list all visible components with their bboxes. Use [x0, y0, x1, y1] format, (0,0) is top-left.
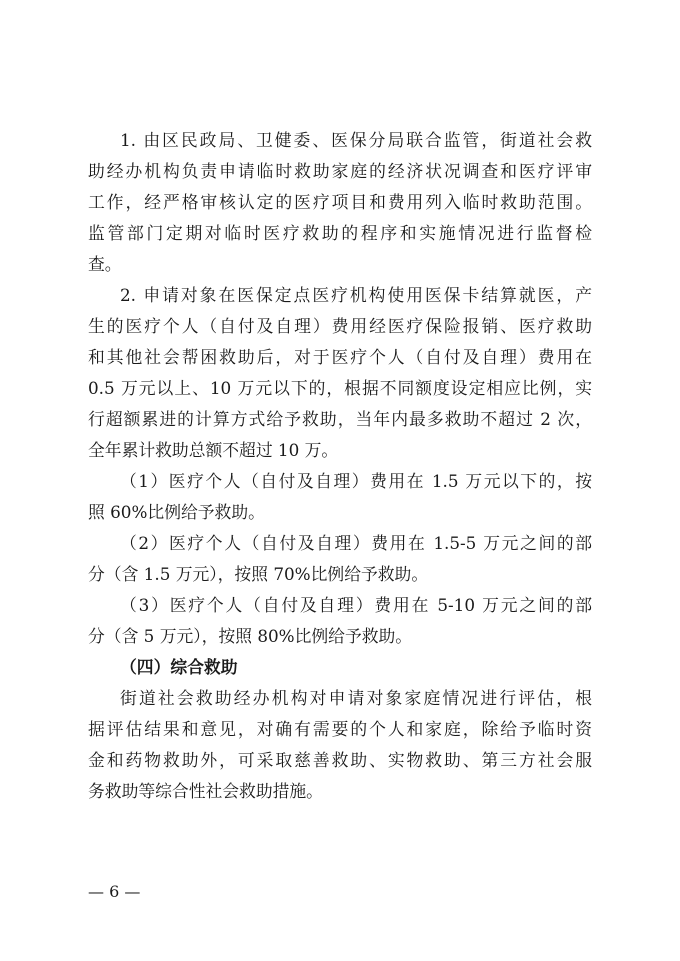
paragraph-2-line: 行超额累进的计算方式给予救助，当年内最多救助不超过 2 次，: [88, 409, 592, 429]
paragraph-1-line: 1. 由区民政局、卫健委、医保分局联合监管，街道社会救: [120, 130, 592, 150]
section-heading: （四）综合救助: [120, 657, 238, 677]
paragraph-2-line: 生的医疗个人（自付及自理）费用经医疗保险报销、医疗救助: [88, 316, 592, 336]
item-1-line: 照 60%比例给予救助。: [88, 502, 265, 522]
paragraph-1-line: 查。: [88, 254, 122, 274]
paragraph-1-line: 助经办机构负责申请临时救助家庭的经济状况调查和医疗评审: [88, 161, 592, 181]
paragraph-3-line: 街道社会救助经办机构对申请对象家庭情况进行评估，根: [120, 688, 592, 708]
item-3-line: 分（含 5 万元），按照 80%比例给予救助。: [88, 626, 413, 646]
item-3-line: （3）医疗个人（自付及自理）费用在 5-10 万元之间的部: [120, 595, 592, 615]
paragraph-1-line: 监管部门定期对临时医疗救助的程序和实施情况进行监督检: [88, 223, 592, 243]
paragraph-3-line: 务救助等综合性社会救助措施。: [88, 781, 323, 801]
item-2-line: 分（含 1.5 万元），按照 70%比例给予救助。: [88, 564, 429, 584]
paragraph-2-line: 全年累计救助总额不超过 10 万。: [88, 440, 339, 460]
page-number: — 6 —: [88, 882, 141, 901]
paragraph-3-line: 据评估结果和意见，对确有需要的个人和家庭，除给予临时资: [88, 719, 592, 739]
paragraph-2-line: 2. 申请对象在医保定点医疗机构使用医保卡结算就医，产: [120, 285, 592, 305]
paragraph-2-line: 0.5 万元以上、10 万元以下的，根据不同额度设定相应比例，实: [88, 378, 592, 398]
item-1-line: （1）医疗个人（自付及自理）费用在 1.5 万元以下的，按: [120, 471, 592, 491]
paragraph-1-line: 工作，经严格审核认定的医疗项目和费用列入临时救助范围。: [88, 192, 592, 212]
item-2-line: （2）医疗个人（自付及自理）费用在 1.5-5 万元之间的部: [120, 533, 592, 553]
paragraph-3-line: 金和药物救助外，可采取慈善救助、实物救助、第三方社会服: [88, 750, 592, 770]
paragraph-2-line: 和其他社会帮困救助后，对于医疗个人（自付及自理）费用在: [88, 347, 592, 367]
